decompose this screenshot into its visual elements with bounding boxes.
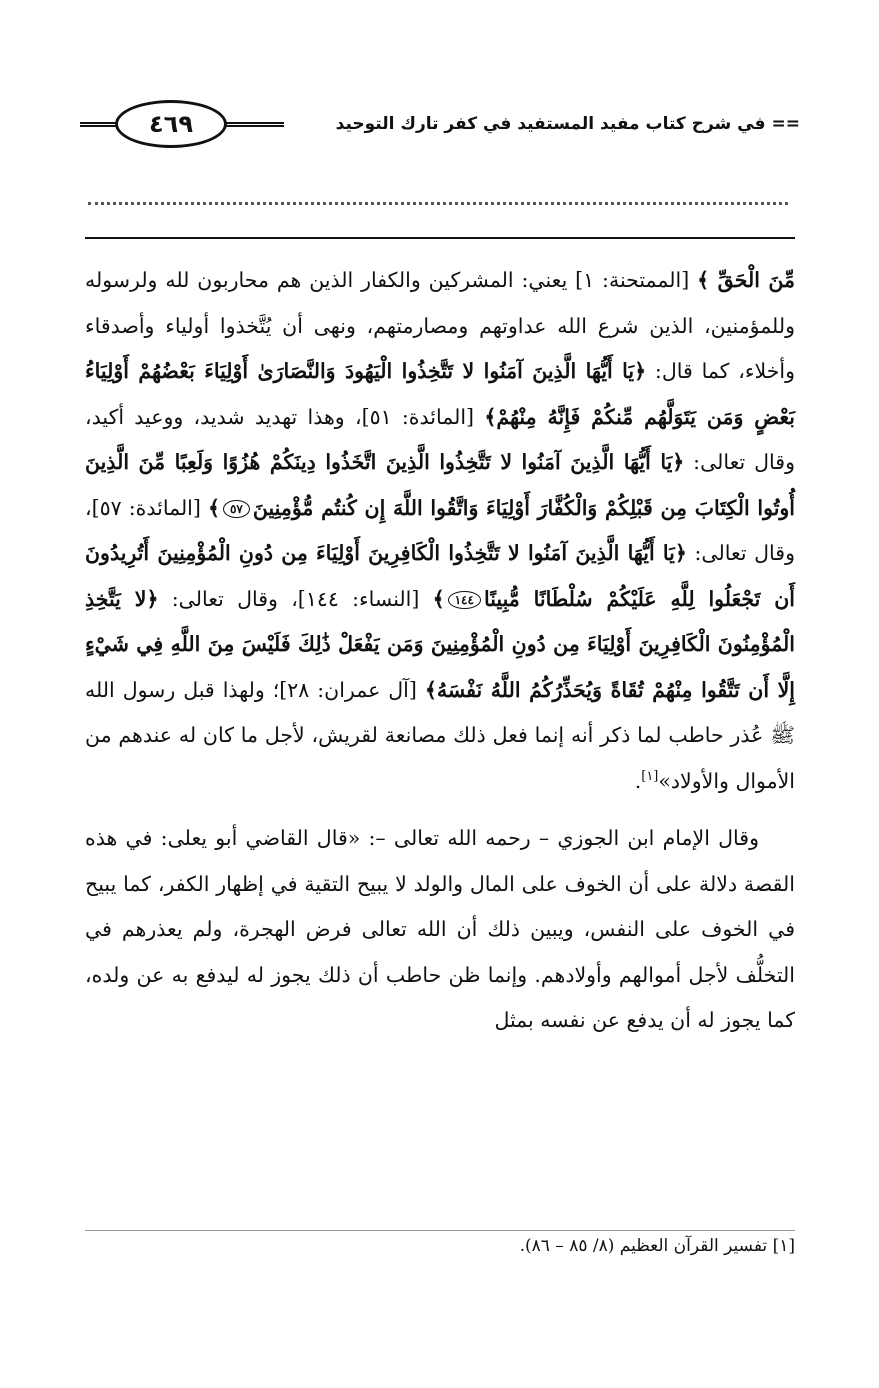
header-rule-left	[80, 122, 116, 127]
footnote: [١] تفسير القرآن العظيم (٨/ ٨٥ – ٨٦).	[519, 1236, 795, 1256]
quran-verse: ﴿لا يَتَّخِذِ الْمُؤْمِنُونَ الْكَافِرِينَ أَوْلِيَاءَ مِن دُونِ الْمُؤْمِنِينَ وَمَن يَفْعَلْ ذَٰلِكَ فَلَيْسَ مِنَ اللَّهِ فِي شَيْءٍ إِلَّا أَن تَتَّقُوا مِنْهُمْ تُقَاةً وَيُحَذِّرُكُمُ اللَّهُ نَفْسَهُ﴾	[85, 586, 795, 702]
quran-verse: ﴿يَا أَيُّهَا الَّذِينَ آمَنُوا لا تَتَّخِذُوا الَّذِينَ اتَّخَذُوا دِينَكُمْ هُزُوًا وَلَعِبًا مِّنَ الَّذِينَ أُوتُوا الْكِتَابَ مِن قَبْلِكُمْ وَالْكُفَّارَ أَوْلِيَاءَ وَاتَّقُوا اللَّهَ إِن كُنتُم مُّؤْمِنِينَ	[85, 450, 795, 520]
verse-number-badge: ٥٧	[223, 500, 250, 518]
quran-verse: مِّنَ الْحَقِّ ﴾	[697, 268, 795, 292]
header-rule-right	[226, 122, 284, 127]
quran-verse: ﴿يَا أَيُّهَا الَّذِينَ آمَنُوا لا تَتَّخِذُوا الْكَافِرِينَ أَوْلِيَاءَ مِن دُونِ الْمُؤْمِنِينَ أَتُرِيدُونَ أَن تَجْعَلُوا لِلَّهِ عَلَيْكُمْ سُلْطَانًا مُّبِينًا	[85, 541, 795, 611]
verse-closing-bracket: ﴾	[432, 586, 445, 611]
running-title	[336, 114, 800, 134]
quran-verse: ﴿يَا أَيُّهَا الَّذِينَ آمَنُوا لا تَتَّخِذُوا الْيَهُودَ وَالنَّصَارَىٰ أَوْلِيَاءَ بَعْضُهُمْ أَوْلِيَاءُ بَعْضٍ وَمَن يَتَوَلَّهُم مِّنكُمْ فَإِنَّهُ مِنْهُمْ﴾	[85, 359, 795, 429]
footnote-reference: [١]	[641, 768, 659, 784]
commentary-text: [الممتحنة: ١] يعني: المشركين والكفار الذين هم محاربون لله ولرسوله وللمؤمنين، الذين شرع الله عداوتهم ومصارمتهم، ونهى أن يُتَّخذوا أولياء وأصدقاء وأخلاء، كما قال:	[85, 268, 795, 383]
commentary-text: [آل عمران: ٢٨]؛ ولهذا قبل رسول الله ﷺ عُذر حاطب لما ذكر أنه إنما فعل ذلك مصانعة لقريش، لأجل ما كان له عندهم من الأموال والأولاد»	[85, 677, 795, 793]
page-number: ٤٦٩	[115, 100, 227, 148]
paragraph-2: وقال الإمام ابن الجوزي – رحمه الله تعالى –: «قال القاضي أبو يعلى: في هذه القصة دلالة على أن الخوف على المال والولد لا يبيح التقية في إظهار الكفر، كما يبيح في الخوف على النفس، ويبين ذلك أن الله تعالى فرض الهجرة، ولم يعذرهم في التخلُّف لأجل أموالهم وأولادهم. وإنما ظن حاطب أن ذلك يجوز له ليدفع به عن ولده، كما يجوز له أن يدفع عن نفسه بمثل	[85, 826, 795, 1032]
footnote-separator	[85, 1230, 795, 1231]
header-dash-ornament: ==	[771, 114, 800, 134]
commentary-text: [المائدة: ٥١]، وهذا تهديد شديد، ووعيد أكيد، وقال تعالى:	[85, 404, 795, 474]
book-title: في شرح كتاب مفيد المستفيد في كفر تارك التوحيد	[335, 114, 766, 134]
commentary-text: [النساء: ١٤٤]، وقال تعالى:	[158, 586, 433, 611]
commentary-text: [المائدة: ٥٧]، وقال تعالى:	[85, 495, 795, 565]
page-header	[80, 100, 800, 156]
verse-number-badge: ١٤٤	[448, 591, 481, 609]
header-separator-rule	[85, 237, 795, 239]
dotted-separator	[88, 202, 788, 205]
verse-closing-bracket: ﴾	[207, 495, 220, 520]
paragraph-1	[85, 258, 795, 804]
main-text	[85, 258, 795, 1044]
commentary-text: .	[634, 768, 642, 793]
